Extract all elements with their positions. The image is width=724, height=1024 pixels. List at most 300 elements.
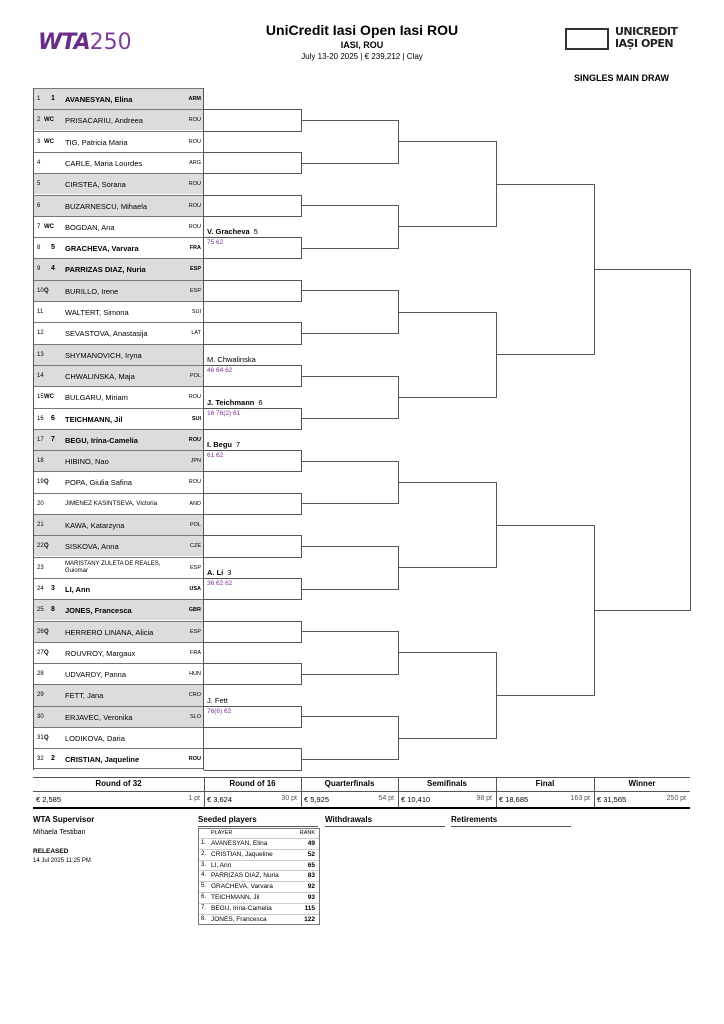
bracket-line [398, 312, 496, 313]
player-nationality: ROU [188, 202, 201, 209]
player-name: UDVARDY, Panna [65, 670, 127, 680]
player-nationality: GBR [188, 607, 201, 614]
bracket-line [204, 471, 301, 472]
seed-player-name: BEGU, Irina-Camelia [211, 904, 272, 912]
bracket-line [594, 269, 690, 270]
player-name: PRISACARIU, Andreea [65, 116, 143, 126]
player-name: BOGDAN, Ana [65, 222, 115, 232]
r16-score: 36 62 62 [207, 579, 233, 587]
player-name: FETT, Jana [65, 691, 104, 701]
draw-player-row [33, 429, 204, 450]
bracket-line [204, 706, 301, 707]
player-name: PARRIZAS DIAZ, Nuria [65, 265, 146, 275]
brand-line-1: UNICREDIT [615, 25, 678, 38]
round-ranking-points: 1 pt [188, 795, 200, 802]
seed-player-name: CRISTIAN, Jaqueline [211, 850, 273, 858]
player-name: JIMENEZ KASINTSEVA, Victoria [65, 499, 158, 507]
seed-player-rank: 115 [304, 904, 315, 912]
bracket-line [204, 173, 301, 174]
draw-player-row [33, 237, 204, 258]
player-nationality: ESP [189, 564, 201, 571]
bracket-line [301, 376, 398, 377]
entry-type: Q [44, 479, 49, 486]
player-name: BURILLO, Irene [65, 286, 119, 296]
player-nationality: AND [189, 500, 201, 507]
draw-player-row [33, 663, 204, 684]
player-name: BUZARNESCU, Mihaela [65, 201, 148, 211]
seed-table-row [199, 892, 319, 903]
draw-player-row [33, 493, 204, 514]
bracket-line [204, 195, 301, 196]
bracket-line [301, 418, 398, 419]
round-ranking-points: 250 pt [666, 795, 686, 802]
r16-winner-seed: 5 [253, 227, 258, 237]
draw-position: 15 [37, 394, 44, 401]
player-name: TEICHMANN, Jil [65, 414, 123, 424]
round-name: Round of 16 [229, 779, 276, 788]
bracket-line [496, 695, 594, 696]
seed-player-rank: 49 [307, 840, 315, 847]
brand-line-2: IAȘI OPEN [615, 37, 674, 50]
player-name: CARLE, Maria Lourdes [65, 158, 143, 168]
bracket-line [301, 716, 398, 717]
r16-winner-name: A. Li 3 [207, 567, 232, 577]
draw-player-row [33, 322, 204, 343]
withdrawals-heading: Withdrawals [325, 815, 373, 824]
player-name: LI, Ann [65, 584, 91, 594]
round-ranking-points: 163 pt [570, 795, 590, 802]
player-nationality: ROU [188, 138, 201, 145]
draw-player-row [33, 748, 204, 769]
seed-rank-number: 7. [201, 904, 207, 911]
draw-player-row [33, 386, 204, 407]
bracket-line [496, 184, 594, 185]
seeded-players-table [198, 828, 320, 925]
player-nationality: USA [189, 585, 201, 592]
draw-position: 5 [37, 181, 41, 188]
bracket-line [204, 216, 301, 217]
tournament-location: IASI, ROU [340, 40, 384, 50]
entry-type: Q [44, 543, 49, 550]
wta-logo-text: WTA [38, 30, 90, 55]
round-name: Round of 32 [95, 779, 142, 788]
bracket-line [204, 365, 301, 366]
wta-logo-number: 250 [89, 30, 132, 55]
bracket-line [204, 535, 301, 536]
draw-position: 30 [37, 713, 44, 720]
bracket-line [398, 141, 496, 142]
seed-rank-number: 8. [201, 915, 207, 922]
player-nationality: SLO [189, 713, 201, 720]
draw-position: 3 [37, 138, 41, 145]
draw-player-row [33, 514, 204, 535]
entry-type: Q [44, 287, 49, 294]
player-nationality: ROU [188, 436, 201, 443]
player-nationality: ESP [189, 266, 201, 273]
player-nationality: ROU [188, 223, 201, 230]
player-nationality: POL [189, 372, 201, 379]
r16-score: 46 64 62 [207, 366, 233, 374]
draw-position: 26 [37, 628, 44, 635]
draw-position: 2 [37, 117, 41, 124]
draw-position: 18 [37, 458, 44, 465]
player-nationality: FRA [190, 649, 201, 656]
bracket-line [204, 131, 301, 132]
draw-player-row [33, 621, 204, 642]
bracket-line [301, 333, 398, 334]
draw-position: 17 [37, 436, 44, 443]
draw-player-row [33, 535, 204, 556]
r16-winner-name: V. Gracheva 5 [207, 227, 258, 237]
player-nationality: ROU [188, 394, 201, 401]
r16-score: 75 62 [207, 239, 224, 247]
bracket-line [204, 578, 301, 579]
player-name: HERRERO LINANA, Alicia [65, 627, 154, 637]
draw-position: 31 [37, 735, 44, 741]
player-name: MARISTANY ZULETA DE REALES, Guiomar [65, 560, 161, 574]
player-name: CHWALINSKA, Maja [65, 371, 135, 381]
bracket-line [204, 557, 301, 558]
round-prize-money: € 2,585 [36, 795, 62, 804]
bracket-line [204, 344, 301, 345]
draw-player-row [33, 727, 204, 748]
seed-player-name: PARRIZAS DIAZ, Nuria [211, 872, 279, 880]
bracket-line [204, 301, 301, 302]
withdrawals-underline [325, 826, 445, 827]
draw-position: 6 [37, 202, 41, 209]
seed-table-header [199, 829, 319, 838]
draw-position: 20 [37, 500, 44, 507]
seed-rank-number: 5. [201, 883, 207, 890]
draw-position: 32 [37, 756, 44, 763]
draw-position: 4 [37, 159, 41, 166]
draw-player-row [33, 599, 204, 620]
player-name: CIRSTEA, Sorana [65, 180, 126, 190]
seed-player-name: GRACHEVA, Varvara [211, 883, 273, 891]
bracket-line [398, 397, 496, 398]
r16-winner-seed: 3 [227, 567, 232, 577]
draw-position: 29 [37, 692, 44, 699]
player-nationality: LAT [191, 330, 201, 337]
bracket-line [204, 663, 301, 664]
draw-position: 25 [37, 607, 44, 614]
bracket-line [204, 322, 301, 323]
seed-player-rank: 92 [307, 883, 315, 891]
seed-player-name: TEICHMANN, Jil [211, 893, 260, 901]
draw-position: 12 [37, 330, 44, 337]
bracket-line [301, 205, 398, 206]
draw-position: 19 [37, 479, 44, 486]
player-name: TIG, Patricia Maria [65, 137, 128, 147]
seed-col-rank: RANK [299, 830, 315, 836]
round-prize-money: € 5,925 [304, 795, 330, 804]
entry-type: WC [44, 394, 54, 401]
bracket-line [398, 482, 496, 483]
r16-winner-seed: 7 [236, 440, 241, 450]
seed-player-name: AVANESYAN, Elina [211, 840, 268, 847]
draw-player-row [33, 88, 204, 109]
r16-winner-seed: 6 [258, 397, 263, 407]
player-name: KAWA, Katarzyna [65, 521, 125, 530]
draw-player-row [33, 642, 204, 663]
draw-player-row [33, 301, 204, 322]
entry-type: Q [44, 735, 49, 741]
r16-winner-name: J. Fett [207, 695, 228, 705]
seed-table-row [199, 881, 319, 892]
bracket-line [301, 248, 398, 249]
entry-type: WC [44, 138, 54, 145]
seed-table-row [199, 870, 319, 881]
released-heading: RELEASED [33, 848, 69, 855]
draw-player-row [33, 280, 204, 301]
player-name: ROUVROY, Margaux [65, 648, 136, 658]
entry-type: WC [44, 117, 54, 124]
player-nationality: POL [189, 522, 201, 528]
seed-rank-number: 1. [201, 840, 207, 846]
bracket-line [496, 354, 594, 355]
seeded-players-heading: Seeded players [198, 815, 257, 824]
seed-rank-number: 3. [201, 861, 207, 868]
bracket-line [398, 738, 496, 739]
seed-number: 5 [51, 244, 55, 252]
player-name: POPA, Giulia Safina [65, 478, 132, 488]
draw-position: 13 [37, 351, 44, 358]
player-name: SHYMANOVICH, Iryna [65, 350, 142, 360]
supervisor-heading: WTA Supervisor [33, 815, 95, 824]
player-nationality: SUI [191, 309, 201, 315]
bracket-line [204, 748, 301, 749]
player-nationality: ROU [188, 479, 201, 486]
bracket-line [204, 152, 301, 153]
seed-number: 7 [51, 435, 55, 443]
draw-position: 10 [37, 287, 44, 294]
player-nationality: HUN [189, 671, 201, 678]
seed-rank-number: 2. [201, 850, 207, 857]
seeded-underline [198, 826, 318, 827]
player-nationality: FRA [189, 245, 201, 252]
seed-number: 2 [51, 755, 55, 763]
seed-table-row [199, 860, 319, 871]
player-name: BEGU, Irina-Camelia [65, 435, 138, 445]
seed-number: 8 [51, 606, 55, 614]
player-name: HIBINO, Nao [65, 457, 109, 467]
player-name: SISKOVA, Anna [65, 542, 119, 552]
player-name: SEVASTOVA, Anastasija [65, 329, 148, 339]
seed-number: 6 [51, 414, 55, 422]
entry-type: WC [44, 223, 54, 230]
round-table-bottom-border [33, 807, 690, 809]
draw-player-row [33, 471, 204, 492]
bracket-line [204, 280, 301, 281]
seed-number: 1 [51, 95, 55, 102]
draw-position: 8 [37, 245, 41, 252]
draw-player-row [33, 173, 204, 194]
player-nationality: ARM [188, 96, 201, 102]
round-ranking-points: 54 pt [378, 795, 394, 802]
draw-position: 1 [37, 96, 41, 102]
draw-player-row [33, 408, 204, 429]
entry-type: Q [44, 649, 49, 656]
draw-position: 21 [37, 522, 44, 528]
player-name: CRISTIAN, Jaqueline [65, 755, 140, 765]
bracket-line [204, 237, 301, 238]
bracket-line [301, 290, 398, 291]
draw-position: 27 [37, 649, 44, 656]
bracket-line [301, 759, 398, 760]
player-nationality: SUI [191, 415, 201, 422]
seed-table-row [199, 903, 319, 914]
draw-position: 22 [37, 543, 44, 550]
bracket-line [204, 429, 301, 430]
bracket-line [301, 589, 398, 590]
seed-table-row [199, 914, 319, 925]
player-nationality: JPN [190, 458, 201, 465]
seed-player-name: LI, Ann [211, 861, 232, 869]
round-name: Winner [628, 779, 656, 788]
draw-player-row [33, 258, 204, 279]
round-prize-money: € 31,565 [597, 795, 627, 804]
r16-winner-name: J. Teichmann 6 [207, 397, 263, 407]
player-nationality: ESP [189, 628, 201, 635]
bracket-line [204, 727, 301, 728]
bracket-line [496, 525, 594, 526]
r16-winner-name: I. Begu 7 [207, 440, 241, 450]
seed-player-name: JONES, Francesca [211, 915, 267, 923]
r16-score: 16 76(2) 61 [207, 409, 241, 417]
retirements-underline [451, 826, 571, 827]
player-nationality: ROU [188, 181, 201, 188]
draw-player-row [33, 109, 204, 130]
bracket-line [204, 599, 301, 600]
released-time: 14 Jul 2025 11:25 PM [33, 858, 91, 864]
draw-position: 9 [37, 266, 41, 273]
round-ranking-points: 30 pt [281, 795, 297, 802]
bracket-line [301, 674, 398, 675]
player-nationality: ESP [189, 287, 201, 294]
seed-player-rank: 65 [307, 861, 315, 869]
bracket-line [301, 120, 398, 121]
draw-position: 11 [37, 309, 44, 315]
bracket-line [204, 386, 301, 387]
seed-player-rank: 52 [307, 850, 315, 858]
seed-number: 3 [51, 584, 55, 592]
draw-player-row [33, 578, 204, 599]
tournament-title: UniCredit Iasi Open Iasi ROU [265, 22, 459, 38]
seed-player-rank: 122 [304, 915, 315, 923]
draw-player-row [33, 195, 204, 216]
bracket-line [204, 450, 301, 451]
round-name: Semifinals [426, 779, 467, 788]
bracket-line [301, 546, 398, 547]
seed-table-row [199, 838, 319, 849]
draw-player-row [33, 216, 204, 237]
bracket-line [301, 461, 398, 462]
bracket-line [301, 503, 398, 504]
bracket-line [204, 258, 301, 259]
draw-player-row [33, 344, 204, 365]
tournament-details: July 13-20 2025 | € 239,212 | Clay [301, 52, 423, 61]
draw-position: 23 [37, 564, 44, 571]
round-prize-money: € 18,685 [499, 795, 529, 804]
draw-player-row [33, 557, 204, 578]
seed-table-row [199, 849, 319, 860]
bracket-line [398, 652, 496, 653]
round-prize-money: € 3,624 [207, 795, 233, 804]
bracket-line [204, 621, 301, 622]
bracket-line [398, 226, 496, 227]
entry-type: Q [44, 628, 49, 635]
bracket-line [301, 163, 398, 164]
player-name: GRACHEVA, Varvara [65, 244, 139, 254]
bracket-line [690, 269, 691, 611]
draw-position: 16 [37, 415, 44, 422]
player-nationality: CZE [190, 543, 201, 550]
draw-title: SINGLES MAIN DRAW [574, 73, 670, 83]
player-name: ERJAVEC, Veronika [65, 712, 133, 722]
player-name: LODIKOVA, Daria [65, 734, 125, 743]
player-nationality: ROU [188, 756, 201, 763]
retirements-heading: Retirements [451, 815, 498, 824]
supervisor-name: Mihaela Testiban [33, 829, 86, 836]
draw-player-row [33, 706, 204, 727]
bracket-line [301, 631, 398, 632]
round-name: Quarterfinals [324, 779, 375, 788]
seed-rank-number: 6. [201, 893, 207, 900]
seed-col-player: PLAYER [211, 830, 233, 836]
r16-winner-name: M. Chwalinska [207, 354, 256, 364]
seed-rank-number: 4. [201, 872, 207, 879]
bracket-line [204, 408, 301, 409]
player-name: BULGARU, Miriam [65, 393, 128, 403]
draw-position: 14 [37, 372, 44, 379]
bracket-line [398, 567, 496, 568]
draw-player-row [33, 365, 204, 386]
draw-player-row [33, 450, 204, 471]
bracket-line [204, 109, 301, 110]
player-name: AVANESYAN, Elina [65, 95, 133, 104]
seed-player-rank: 93 [307, 893, 315, 901]
bracket-line [204, 684, 301, 685]
round-prize-money: € 10,410 [401, 795, 431, 804]
draw-position: 24 [37, 585, 44, 592]
bracket-line [204, 514, 301, 515]
seed-number: 4 [51, 265, 55, 273]
bracket-line [594, 610, 690, 611]
draw-player-row [33, 131, 204, 152]
player-nationality: ARG [189, 159, 201, 166]
player-nationality: CRO [188, 692, 201, 699]
seed-player-rank: 83 [307, 872, 315, 880]
brand-logo-mark [565, 28, 609, 50]
draw-table-border [33, 88, 34, 770]
round-table-top-border [33, 777, 690, 778]
player-nationality: ROU [188, 117, 201, 124]
round-name: Final [535, 779, 555, 788]
player-name: JONES, Francesca [65, 606, 132, 616]
player-name: WALTERT, Simona [65, 308, 129, 317]
r16-score: 61 62 [207, 452, 224, 460]
bracket-line [204, 770, 301, 771]
draw-position: 7 [37, 223, 41, 230]
draw-player-row [33, 152, 204, 173]
r16-score: 76(6) 62 [207, 707, 232, 715]
round-table-divider [33, 791, 690, 792]
bracket-line [204, 493, 301, 494]
draw-position: 28 [37, 671, 44, 678]
draw-player-row [33, 684, 204, 705]
round-ranking-points: 98 pt [476, 795, 492, 802]
bracket-line [204, 642, 301, 643]
